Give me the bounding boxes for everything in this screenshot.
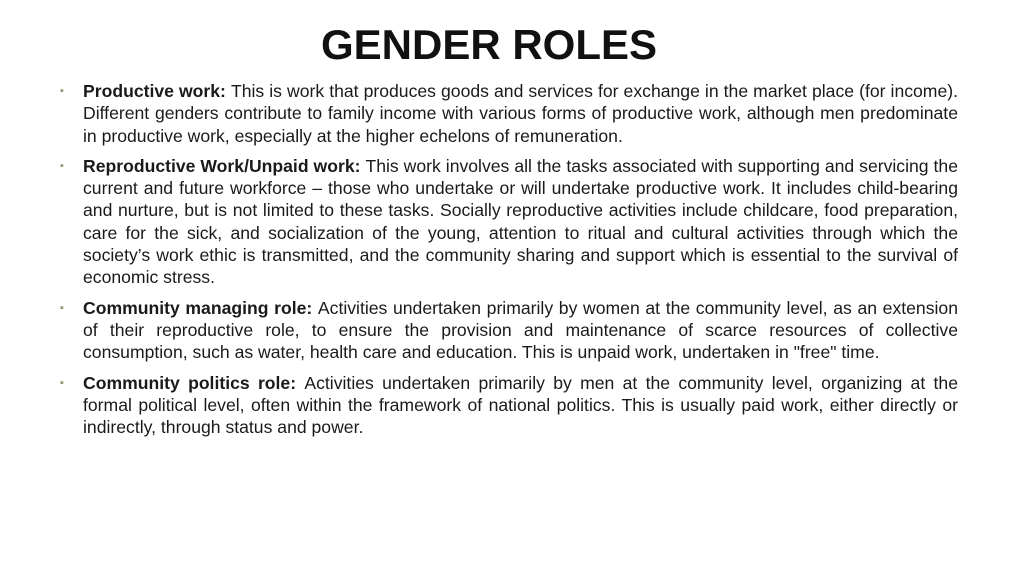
bullet-community-politics-role: [60, 372, 958, 439]
bullet-marker-icon: ▪: [60, 376, 64, 389]
bullet-marker-icon: ▪: [60, 85, 64, 97]
bullet-text: This is work that produces goods and services for exchange in the market place (for income). Different genders contribute to family income with various forms of productive work, although men predominate in productive work, especially at the higher echelons of remuneration.: [83, 81, 958, 146]
bullet-text: Activities undertaken primarily by men at the community level, organizing at the formal political level, often within the framework of national politics. This is usually paid work, either directly or indirectly, through status and power.: [83, 372, 958, 438]
bullet-term: Productive work:: [83, 81, 231, 101]
bullet-term: Community managing role:: [83, 297, 318, 318]
slide-title: GENDER ROLES: [320, 21, 658, 68]
bullet-marker-icon: ▪: [60, 159, 64, 172]
bullet-term: Community politics role:: [83, 372, 305, 393]
bullet-productive-work: [60, 80, 958, 147]
bullet-marker-icon: ▪: [60, 301, 64, 314]
bullet-community-managing-role: [60, 297, 958, 364]
bullet-reproductive-work: [60, 155, 958, 289]
bullet-term: Reproductive Work/Unpaid work:: [83, 155, 366, 176]
bullet-list: [60, 80, 958, 446]
bullet-text: This work involves all the tasks associated with supporting and servicing the current and future workforce – those who undertake or will undertake productive work. It includes child-bearing and nurture, but is not limited to these tasks. Socially reproductive activities include childcare, food preparation, care for the sick, and socialization of the young, attention to ritual and cultural activities through which the society’s work ethic is transmitted, and the community sharing and support which is essential to the survival of economic stress.: [83, 155, 959, 288]
bullet-text: Activities undertaken primarily by women at the community level, as an extension of their reproductive role, to ensure the provision and maintenance of scarce resources of collective consumption, such as water, health care and education. This is unpaid work, undertaken in "free" time.: [83, 297, 958, 363]
